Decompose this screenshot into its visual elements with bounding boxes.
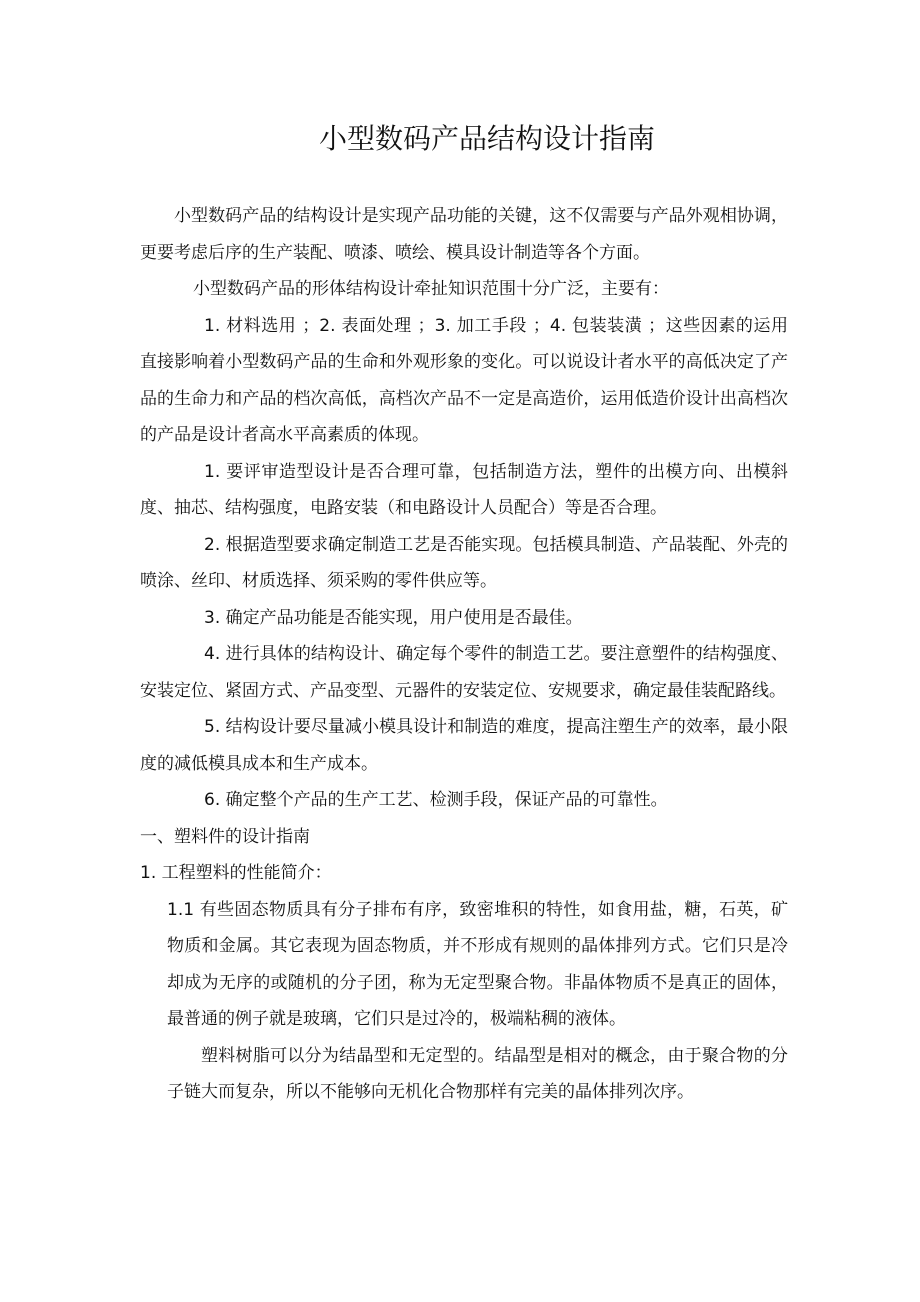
paragraph-intro: 小型数码产品的结构设计是实现产品功能的关键，这不仅需要与产品外观相协调，更要考虑后序的生产装配、喷漆、喷绘、模具设计制造等各个方面。 bbox=[140, 206, 788, 263]
paragraph-resin: 塑料树脂可以分为结晶型和无定型的。结晶型是相对的概念，由于聚合物的分子链大而复杂，所以不能够向无机化合物那样有完美的晶体排列次序。 bbox=[167, 1045, 788, 1102]
list-item-4: 4. 进行具体的结构设计、确定每个零件的制造工艺。要注意塑件的结构强度、安装定位、紧固方式、产品变型、元器件的安装定位、安规要求，确定最佳装配路线。 bbox=[140, 644, 788, 701]
paragraph-1-1: 1.1 有些固态物质具有分子排布有序，致密堆积的特性，如食用盐，糖，石英，矿物质和金属。其它表现为固态物质，并不形成有规则的晶体排列方式。它们只是冷却成为无序的或随机的分子团，称为无定型聚合物。非晶体物质不是真正的固体，最普通的例子就是玻璃，它们只是过冷的，极端粘稠的液体。 bbox=[167, 899, 788, 1029]
list-item-1: 1. 要评审造型设计是否合理可靠，包括制造方法，塑件的出模方向、出模斜度、抽芯、结构强度，电路安装（和电路设计人员配合）等是否合理。 bbox=[140, 461, 788, 518]
document-body bbox=[140, 198, 788, 1111]
list-item-3: 3. 确定产品功能是否能实现，用户使用是否最佳。 bbox=[204, 607, 583, 628]
document-title: 小型数码产品结构设计指南 bbox=[318, 122, 655, 155]
subsection-heading: 1. 工程塑料的性能简介： bbox=[140, 863, 332, 883]
list-item-6: 6. 确定整个产品的生产工艺、检测手段，保证产品的可靠性。 bbox=[204, 790, 668, 810]
section-heading: 一、塑料件的设计指南 bbox=[140, 826, 310, 847]
list-item-2: 2. 根据造型要求确定制造工艺是否能实现。包括模具制造、产品装配、外壳的喷涂、丝印、材质选择、须采购的零件供应等。 bbox=[140, 534, 788, 591]
list-item-5: 5. 结构设计要尽量减小模具设计和制造的难度，提高注塑生产的效率，最小限度的减低模具成本和生产成本。 bbox=[140, 717, 788, 774]
paragraph-scope: 小型数码产品的形体结构设计牵扯知识范围十分广泛，主要有： bbox=[193, 279, 669, 299]
paragraph-aspects: 1. 材料选用 ；2. 表面处理 ；3. 加工手段 ；4. 包装装潢 ；这些因素的运用直接影响着小型数码产品的生命和外观形象的变化。可以说设计者水平的高低决定了产品的生命力和产品的档次高低，高档次产品不一定是高造价，运用低造价设计出高档次的产品是设计者高水平高素质的体现。 bbox=[140, 315, 788, 445]
